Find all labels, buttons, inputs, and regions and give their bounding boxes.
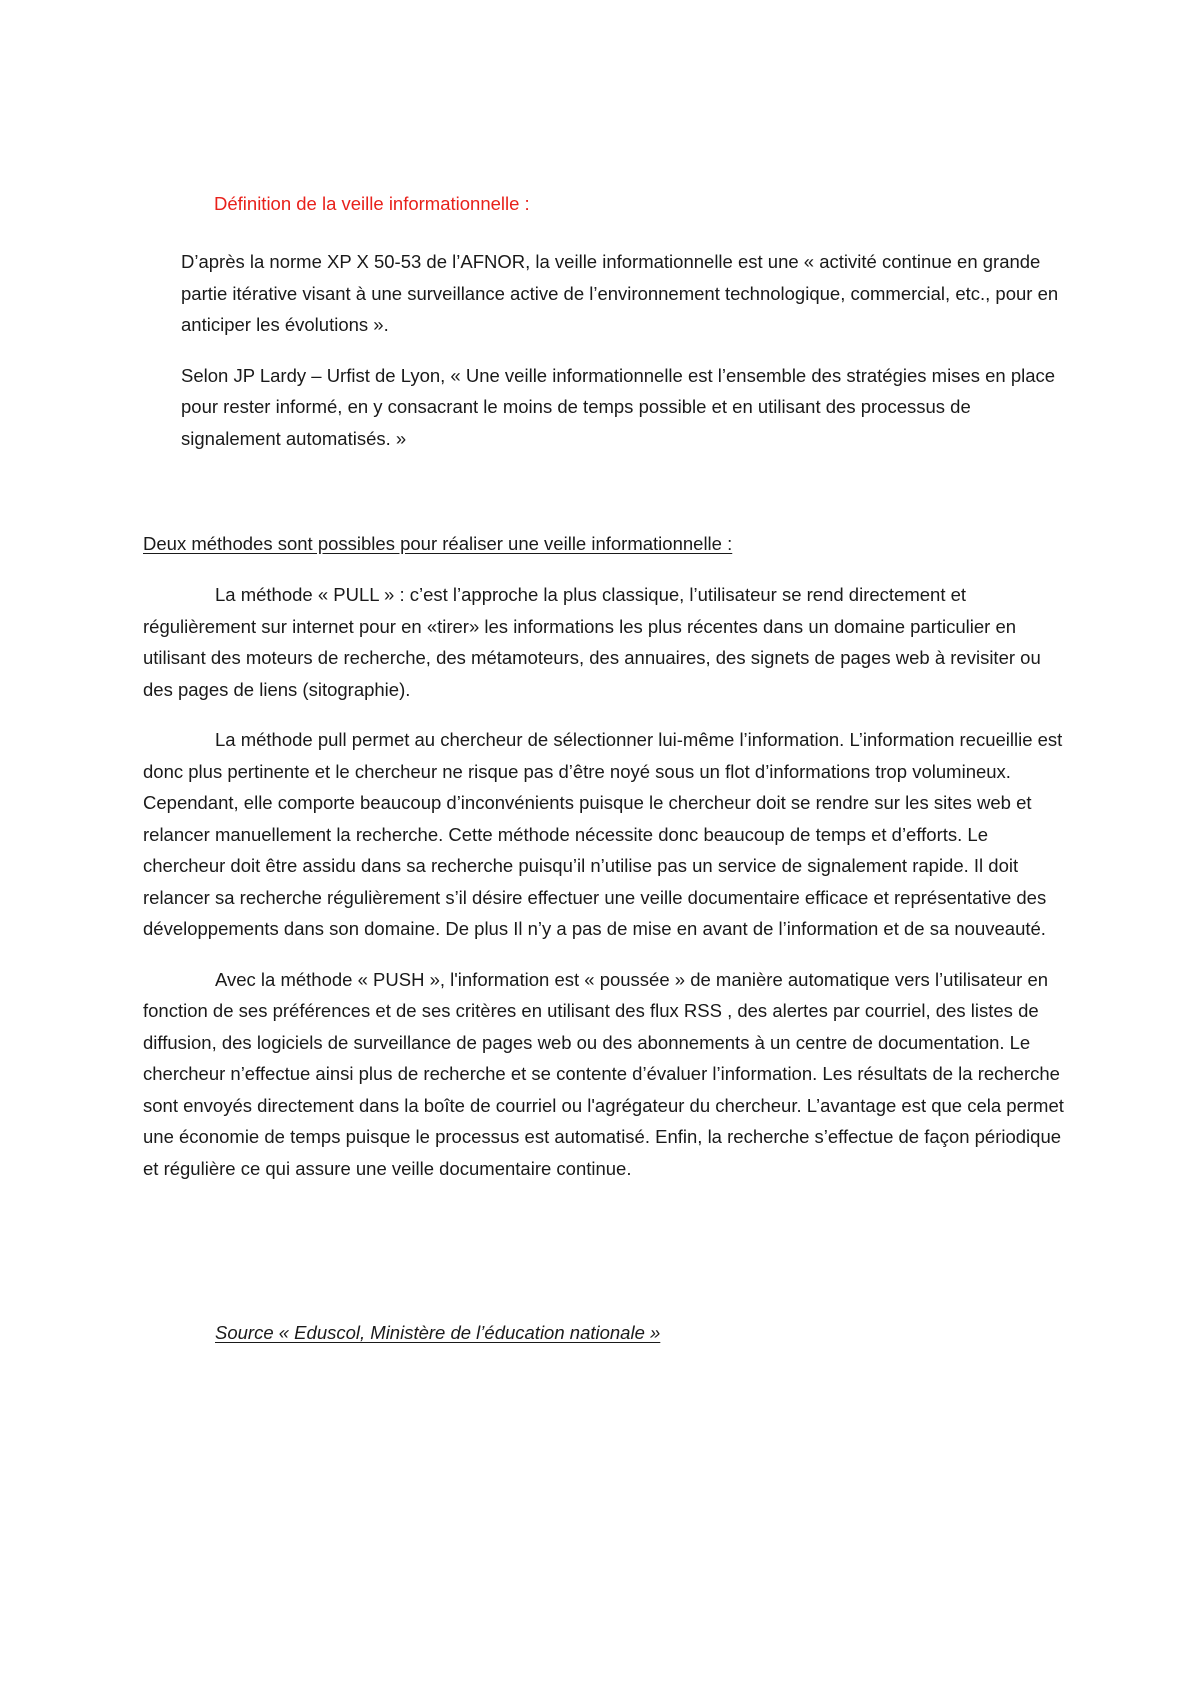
afnor-definition-paragraph: D’après la norme XP X 50-53 de l’AFNOR, la veille informationnelle est une « activité continue en grande partie itérative visant à une surveillance active de l’environnement technologique, commercial, etc., pour en anticiper les évolutions ». [181, 251, 1059, 335]
definition-title: Définition de la veille informationnelle : [214, 193, 530, 214]
lardy-definition-paragraph: Selon JP Lardy – Urfist de Lyon, « Une veille informationnelle est l’ensemble des stratégies mises en place pour rester informé, en y consacrant le moins de temps possible et en utilisant des processus de signalement automatisés. » [181, 364, 1056, 449]
source-citation: Source « Eduscol, Ministère de l’éducation nationale » [215, 1322, 661, 1343]
methods-section [143, 579, 1066, 1184]
push-method-paragraph: Avec la méthode « PUSH », l'information est « poussée » de manière automatique vers l’utilisateur en fonction de ses préférences et de ses critères en utilisant des flux RSS , des alertes par courriel, des listes de diffusion, des logiciels de surveillance de pages web ou des abonnements à un centre de documentation. Le chercheur n’effectue ainsi plus de recherche et se contente d’évaluer l’information. Les résultats de la recherche sont envoyés directement dans la boîte de courriel ou l'agrégateur du chercheur. L’avantage est que cela permet une économie de temps puisque le processus est automatisé. Enfin, la recherche s’effectue de façon périodique et régulière ce qui assure une veille documentaire continue. [143, 968, 1064, 1179]
pull-detail-paragraph: La méthode pull permet au chercheur de sélectionner lui-même l’information. L’information recueillie est donc plus pertinente et le chercheur ne risque pas d’être noyé sous un flot d’informations trop volumineux. Cependant, elle comporte beaucoup d’inconvénients puisque le chercheur doit se rendre sur les sites web et relancer manuellement la recherche. Cette méthode nécessite donc beaucoup de temps et d’efforts. Le chercheur doit être assidu dans sa recherche puisqu’il n’utilise pas un service de signalement rapide. Il doit relancer sa recherche régulièrement s’il désire effectuer une veille documentaire efficace et représentative des développements dans son domaine. De plus Il n’y a pas de mise en avant de l’information et de sa nouveauté. [143, 729, 1063, 939]
methods-heading: Deux méthodes sont possibles pour réaliser une veille informationnelle : [143, 533, 733, 554]
definition-section [181, 246, 1066, 454]
pull-method-paragraph: La méthode « PULL » : c’est l’approche la plus classique, l’utilisateur se rend directement et régulièrement sur internet pour en «tirer» les informations les plus récentes dans un domaine particulier en utilisant des moteurs de recherche, des métamoteurs, des annuaires, des signets de pages web à revisiter ou des pages de liens (sitographie). [143, 584, 1041, 700]
